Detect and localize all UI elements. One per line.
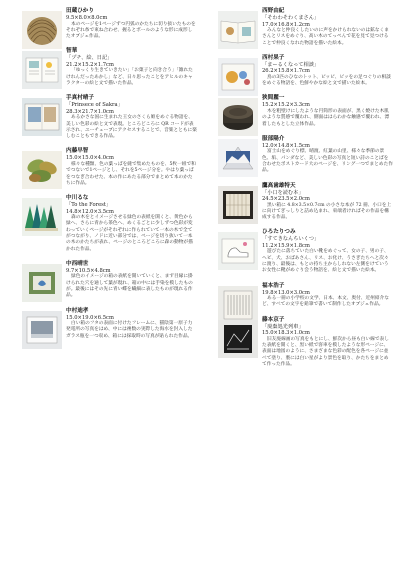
ball-book-thumbnail	[22, 11, 62, 49]
catalog-entry	[22, 195, 197, 253]
work-title: 「そわわそわくまさん」	[262, 15, 320, 21]
work-dimensions: 21.2×15.2×1.7cm	[66, 61, 114, 68]
catalog-entry	[218, 55, 393, 88]
left-column	[22, 8, 197, 346]
work-title: 「まーるくなって相談」	[262, 61, 320, 68]
work-description: あるかさな国に生まれた王女のさくら姫をめぐる物語を、美しい色彩の絵と文で表現。ところどころに QR コードが表示され、ユーチューブにアクセスすることで、音楽とともに楽しむこともできる作品。	[66, 115, 197, 140]
catalog-entry	[22, 308, 197, 340]
work-title: 「小口を読む本」	[262, 189, 304, 196]
artist-name: 福本浩子	[262, 282, 285, 289]
open-diary-thumbnail	[22, 51, 62, 89]
forest-book-thumbnail	[22, 198, 62, 236]
work-title: 「To the Forest」	[66, 202, 112, 209]
work-description: ある一冊の小学校の文学、日本、本文、奥付、近州紹介など、すべての文字を鉛筆で書いて制作したオブジェ作品。	[262, 296, 389, 308]
artist-name: 鷹高歯雄特天	[262, 182, 296, 189]
leaf-book-thumbnail	[22, 151, 62, 189]
picture-book-thumbnail	[22, 98, 62, 136]
work-dimensions: 15.2×15.2×3.3cm	[262, 102, 310, 109]
catalog-entry	[218, 183, 393, 222]
work-dimensions: 26.2×15.8×1.7cm	[262, 68, 310, 75]
catalog-entry	[22, 95, 197, 140]
work-dimensions: 15.0×19.0×6.5cm	[66, 314, 114, 321]
artist-name: 手真村晴子	[66, 95, 94, 102]
small-books-box-thumbnail	[218, 186, 258, 224]
artist-name: 中西晴世	[66, 260, 89, 267]
artist-name: ひろたりつみ	[262, 229, 296, 236]
work-description: 黒い箱に 4.8×3.5×0.7cm の小さな本が 72 冊、小口を上に向けてぎっしりと詰め込まれ、束端者ければその作品を構成する作品。	[262, 202, 392, 221]
photo-box-thumbnail	[22, 311, 62, 349]
work-dimensions: 19.8×13.0×3.0cm	[262, 289, 310, 296]
artist-name: 狭間麗一	[262, 95, 285, 102]
work-dimensions: 14.8×12.0×3.5cm	[66, 208, 114, 215]
work-title: 「Prinsece of Sakra」	[66, 102, 123, 109]
artist-name: 中村迪孝	[66, 307, 89, 314]
green-box-thumbnail	[22, 264, 62, 302]
black-book-thumbnail	[218, 320, 258, 358]
work-dimensions: 12.0×14.8×1.5cm	[262, 142, 310, 149]
work-description: 旧友廃線画の写真をもとにし、鮮次から昼も白い線で表した表紙を開くと、黒い紙で客車を模したような形ページに、表面は地図のように、さまざまな色彩の配色を各ページに並べて塗り、裏には白い星がより景色を取り、かたちをまとめて作った作品。	[262, 336, 389, 367]
work-dimensions: 9.5×8.0×8.0cm	[66, 15, 108, 21]
work-description: 森の木をとイメージさせる緑色の表紙を開くと、黄色から緑へ、さらに青から茶色へ、めくるごとに少しずつ色彩が変わっていくページがそれぞれに作られていて一本の木で全てがつながり、ノドに近い部分では、ページを切り抜いて一本の木のかたちが表れ、ページのところどころに森の動物が描かれた作品。	[66, 215, 193, 252]
work-description: 本のページを1ページずつ円弧のかたちに切り抜いたものをそれぞれ糸で束ね合わせ、握るとボールのような形に成形したオブジェ作品。	[66, 21, 196, 40]
catalog-entry	[22, 261, 197, 300]
catalog-entry	[22, 8, 197, 40]
artist-name: 藤本京子	[262, 316, 285, 323]
catalog-entry	[22, 148, 197, 187]
work-title: 「プチ、絵、日記」	[66, 55, 113, 62]
work-description: 白い箱のフタの表面に付けたフレームに、猫陰第一原子力発電所の写真をはめ、中には複数の実際した海水を封入したガラス瓶を一つ収め、箱には採取時の写真が貼られた作品。	[66, 321, 193, 339]
catalog-entry	[218, 283, 393, 309]
work-description: みんなと仲良くしたいのに声をかけられないのは鉱なくまさんとリスをめぐり、高い木のてっぺんで花を見て見つけることで仲良くなれた物語を描いた絵本。	[262, 28, 389, 46]
catalog-entry	[22, 48, 197, 87]
work-description: 富士山をめぐり標、晴渡、紅葉の山里、様々な季節の景色、垢、パンダなど、美しい色彩の写真と短い詩のことばを合わせたポストカード大のページを、リング一つでまとめた作品。	[262, 149, 393, 174]
work-dimensions: 9.7×10.5×4.8cm	[66, 267, 111, 274]
catalog-entry	[218, 317, 393, 368]
work-description: 鳥の3匹のひなのトット、ピッピ、ピッをの足つぐりの相談をめぐる物語を、色鮮やかな絵と文で描いた絵本。	[262, 74, 391, 87]
work-dimensions: 15.0×18.3×1.0cm	[262, 330, 310, 337]
work-dimensions: 17.0×16.8×1.2cm	[262, 21, 310, 28]
work-description: 様々な種類、色の葉っぱを縫で集めたものを、5枚一組で和でつないで1ページとし、それを5ページ分を。やはり葉っぱをつなぎ合わせた、本の作にあたる部分でまとめて本のかたちに作品。	[66, 161, 196, 186]
white-shoe-book-thumbnail	[218, 232, 258, 270]
work-description: 「ゆっくり生きていきたい」「お菓子と向き合う」「雑れたけれんだったあかし」など、日々思ったことをアヒルのキャラクターの絵と文で描いた作品。	[66, 68, 193, 86]
work-dimensions: 24.5×23.5×2.0cm	[262, 196, 310, 203]
calendar-thumbnail	[218, 139, 258, 177]
artist-name: 中川るな	[66, 195, 89, 202]
work-description: 遊びたに落ちていた白い靴をめぐって、女の子、男の子、ヘビ、犬、おばあさん、リス、お化け、うさぎたちへと次々に渡り、最後は、もとの持ち主からしれない左側をけていうお女性に靴がめぐり会う物語を、絵と文で描いた絵本。	[262, 249, 389, 274]
work-dimensions: 28.3×21.7×1.0cm	[66, 108, 114, 115]
bird-book-thumbnail	[218, 58, 258, 96]
catalog-entry	[218, 95, 393, 127]
work-description: 木を粗壁けにしたような円筒形の表面が、黒く焼けた木肌のような質感で覆われ、側面ははらわかな触感で覆われ、漂着したもとした立体作品。	[262, 108, 390, 127]
artist-name: 服部陽介	[262, 135, 285, 142]
right-column	[218, 8, 393, 374]
wood-object-thumbnail	[218, 98, 258, 136]
work-dimensions: 11.2×15.9×1.8cm	[262, 242, 310, 249]
work-title: 「すてきなんちいくつ」	[262, 236, 320, 243]
work-description: 緑色のイメージの箱の表紙を開いていくと、まず目縁に掛けられた穴を通して葉が現れ、箱の中には手染を模したものが。最後にはその先に青い蝶を繊細に表したものが現れる作品。	[66, 274, 193, 299]
catalog-entry	[218, 8, 393, 47]
artist-name: 田蔵ひかり	[66, 8, 94, 14]
work-title: 「廃棄処光列車」	[262, 323, 304, 330]
artist-name: 西村果子	[262, 54, 285, 61]
artist-name: 内藤早智	[66, 148, 89, 155]
work-dimensions: 15.0×15.0×4.0cm	[66, 155, 114, 162]
artist-name: 智華	[66, 48, 78, 55]
catalog-entry	[218, 229, 393, 274]
picture-book-open-thumbnail	[218, 11, 258, 49]
artist-name: 西野由紀	[262, 8, 285, 14]
catalog-entry	[218, 136, 393, 175]
